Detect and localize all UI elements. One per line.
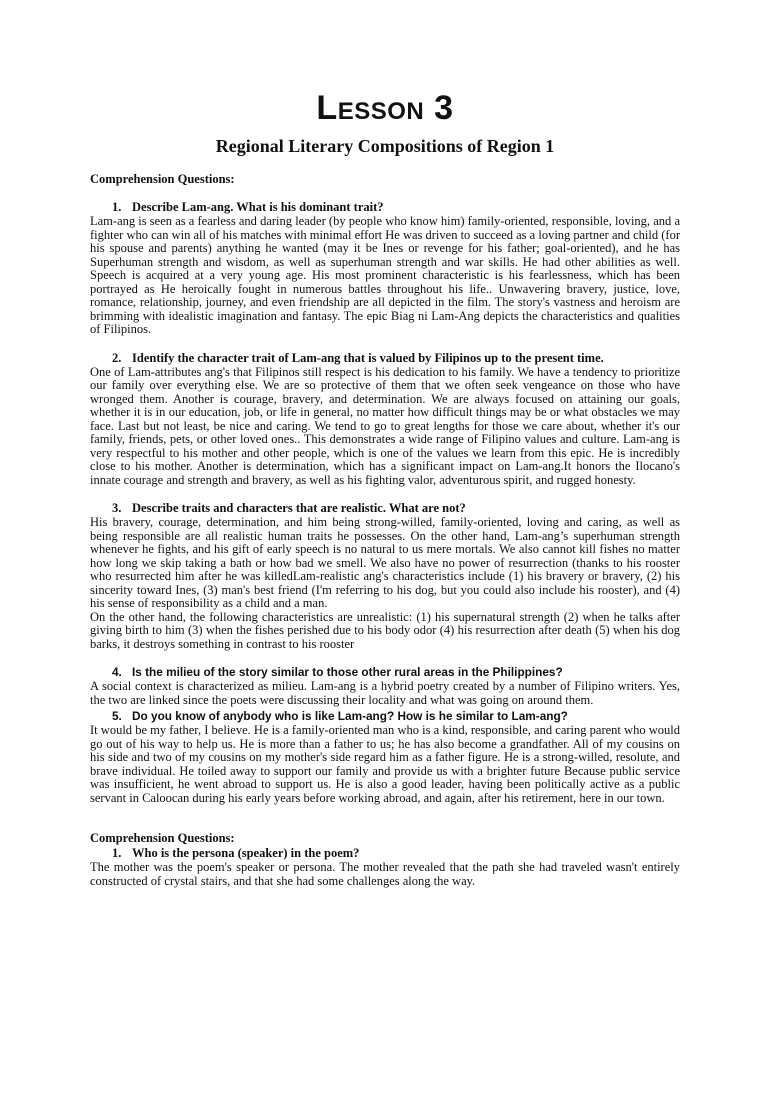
- question-text: Who is the persona (speaker) in the poem?: [132, 846, 360, 860]
- answer-paragraph: The mother was the poem's speaker or persona. The mother revealed that the path she had traveled wasn't entirely constructed of crystal stairs, and that she had some challenges along the way.: [90, 860, 680, 888]
- question-number: 1.: [112, 846, 122, 860]
- answer-paragraph: One of Lam-attributes ang's that Filipinos still respect is his dedication to his family. We have a tendency to prioritize our family over everything else. We are so protective of them that we often seek vengeance on those who have wronged them. Another is courage, bravery, and determination. We are always focused on attaining our goals, whether it is in our education, job, or life in general, no matter how difficult things may be or what obstacles we may face. Last but not least, be nice and caring. We tend to go to great lengths for those we care about, whether it's our family, friends, pets, or other loved ones.. This demonstrates a wide range of Filipino values and culture. Lam-ang is very respectful to his mother and other people, which is one of the values we learn from this epic. He is incredibly close to his mother. Another is determination, which has a significant impact on Lam-ang.It honors the Ilocano's innate courage and strength and bravery, as well as his fighting valor, adventurous spirit, and rugged honesty.: [90, 364, 680, 487]
- question-text: Do you know of anybody who is like Lam-ang? How is he similar to Lam-ang?: [132, 709, 568, 723]
- question-number: 4.: [112, 665, 122, 679]
- section-heading: Comprehension Questions:: [90, 172, 235, 186]
- answer-paragraph: A social context is characterized as milieu. Lam-ang is a hybrid poetry created by a number of Filipino writers. Yes, the two are linked since the poets were discussing their locality and what was going on around them.: [90, 679, 680, 707]
- question-number: 2.: [112, 350, 122, 365]
- question-number: 1.: [112, 200, 122, 214]
- question-number: 5.: [112, 709, 122, 723]
- question-text: Is the milieu of the story similar to those other rural areas in the Philippines?: [132, 665, 563, 679]
- answer-paragraph: His bravery, courage, determination, and him being strong-willed, family-oriented, loving and caring, as well as being responsible are all realistic human traits he possesses. On the other hand, Lam-ang’s superhuman strength whenever he fights, and his gift of early speech is no natural to us mere mortals. We also cannot kill fishes no matter how long we skip taking a bath or how bad we smell. We also have no power of resurrection (thanks to his rooster who resurrected him after he was killedLam-realistic ang's characteristics include (1) his bravery or bravery, (2) his sincerity toward Ines, (3) man's best friend (I'm referring to his dog, but you could also include his rooster), and (4) his sense of responsibility as a child and a man.: [90, 515, 680, 610]
- question-heading: [90, 501, 680, 516]
- lesson-title: Lesson 3: [316, 89, 454, 127]
- question-heading: [90, 665, 680, 680]
- document-page: [0, 88, 768, 1112]
- question-heading: [90, 351, 680, 366]
- question-number: 3.: [112, 501, 122, 515]
- answer-paragraph: On the other hand, the following characteristics are unrealistic: (1) his supernatural strength (2) when he talks after giving birth to him (3) when the fishes perished due to his body odor (4) his resurrection after death (5) when his dog barks, it destroys something in contrast to his rooster: [90, 609, 680, 651]
- question-text: Describe traits and characters that are realistic. What are not?: [132, 501, 466, 515]
- question-heading: [90, 709, 680, 724]
- section-heading: Comprehension Questions:: [90, 831, 235, 845]
- question-text: Describe Lam-ang. What is his dominant trait?: [132, 200, 384, 214]
- answer-paragraph: Lam-ang is seen as a fearless and daring leader (by people who know him) family-oriented, responsible, loving, and a fighter who can win all of his matches with minimal effort He was driven to succeed as a loving partner and child (for his spouse and parents) anything he wanted (may it be Ines or revenge for his father; goal-oriented), and he has Superhuman strength and wisdom, as well as superhuman strength and war skills. He had other abilities as well. Speech is acquired at a very young age. His most prominent characteristic is his fearlessness, which has been portrayed as He heroically fought in numerous battles throughout his life.. Unwavering bravery, justice, love, romance, relationship, journey, and even friendship are all depicted in the film. The story's vastness and heroism are brimming with idealistic imagination and fantasy. The epic Biag ni Lam-Ang depicts the characteristics and qualities of Filipinos.: [90, 214, 680, 336]
- question-heading: [90, 200, 680, 215]
- lesson-subtitle: Regional Literary Compositions of Region 1: [215, 136, 555, 156]
- question-heading: [90, 846, 680, 861]
- question-text: Identify the character trait of Lam-ang that is valued by Filipinos up to the present time.: [132, 350, 604, 365]
- answer-paragraph: It would be my father, I believe. He is a family-oriented man who is a kind, responsible, and caring parent who would go out of his way to help us. He is more than a father to us; he has also become a grandfather. All of my cousins on his side and two of my cousins on my mother's side regard him as a father figure. He is a strong-willed, resolute, and brave individual. He toiled away to support our family and provide us with a brighter future Because public service was insufficient, he went abroad to support us. He is also a good leader, having been politically active as a public servant in Caloocan during his early years before working abroad, and again, after his retirement, here in our town.: [90, 723, 680, 805]
